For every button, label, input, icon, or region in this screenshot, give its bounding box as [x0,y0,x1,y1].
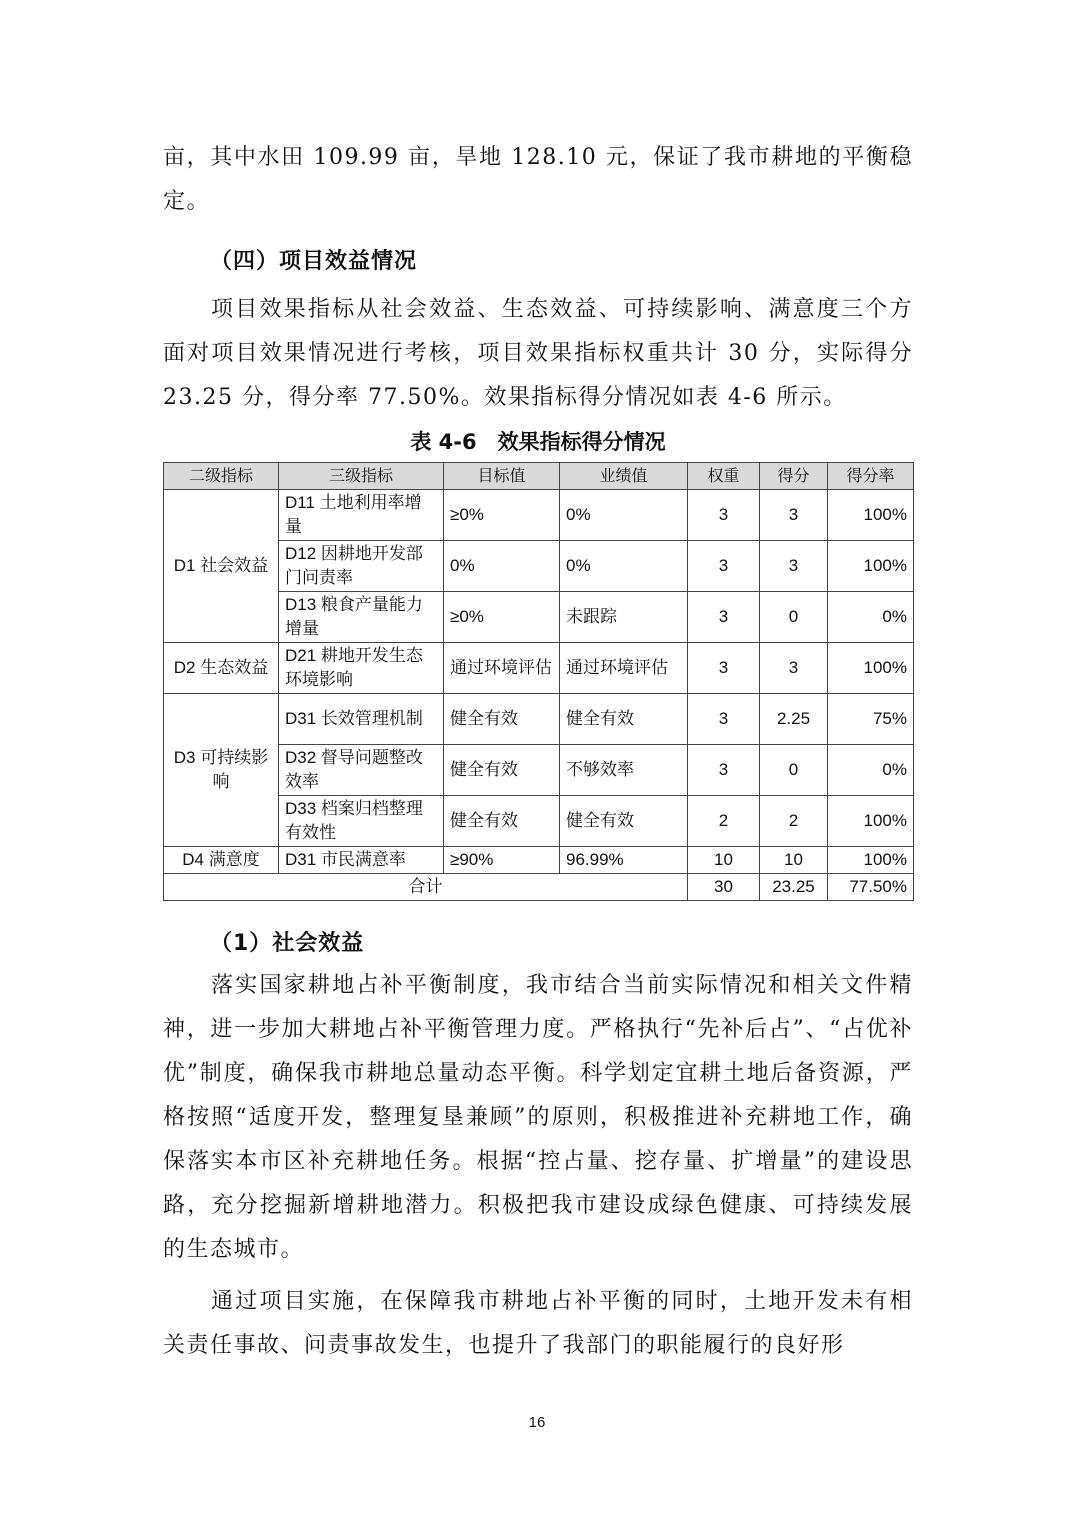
target-cell: ≥0% [444,592,560,643]
weight-cell: 3 [688,694,760,745]
weight-cell: 3 [688,490,760,541]
paragraph-intro: 项目效果指标从社会效益、生态效益、可持续影响、满意度三个方面对项目效果情况进行考核，项目效果指标权重共计 30 分，实际得分 23.25 分，得分率 77.50%。效果指标得分情况如表 4-6 所示。 [163,297,913,410]
header-level2: 二级指标 [164,463,279,490]
rate-cell: 0% [828,745,914,796]
weight-cell: 2 [688,796,760,847]
header-actual: 业绩值 [560,463,688,490]
weight-cell: 3 [688,541,760,592]
indicator-cell: D12 因耕地开发部门问责率 [279,541,444,592]
table-row [164,847,914,874]
weight-cell: 3 [688,592,760,643]
score-cell: 0 [760,592,828,643]
table-caption: 表 4-6 效果指标得分情况 [410,430,666,454]
actual-cell: 96.99% [560,847,688,874]
total-weight: 30 [688,874,760,901]
table-row [164,694,914,745]
header-weight: 权重 [688,463,760,490]
indicator-cell: D33 档案归档整理有效性 [279,796,444,847]
score-cell: 2.25 [760,694,828,745]
header-level3: 三级指标 [279,463,444,490]
rate-cell: 100% [828,847,914,874]
indicator-cell: D31 市民满意率 [279,847,444,874]
table-header-row [164,463,914,490]
actual-cell: 0% [560,490,688,541]
section-heading-project-benefits: （四）项目效益情况 [210,249,418,274]
target-cell: 健全有效 [444,745,560,796]
total-rate: 77.50% [828,874,914,901]
score-cell: 3 [760,490,828,541]
rate-cell: 0% [828,592,914,643]
actual-cell: 健全有效 [560,694,688,745]
section-heading-social-benefits: （1）社会效益 [210,931,365,956]
rate-cell: 100% [828,643,914,694]
rate-cell: 100% [828,490,914,541]
total-label: 合计 [164,874,688,901]
target-cell: 通过环境评估 [444,643,560,694]
target-cell: 健全有效 [444,694,560,745]
group-cell-d4: D4 满意度 [164,847,279,874]
header-target: 目标值 [444,463,560,490]
score-cell: 3 [760,541,828,592]
actual-cell: 健全有效 [560,796,688,847]
group-cell-d2: D2 生态效益 [164,643,279,694]
paragraph-continued: 亩，其中水田 109.99 亩，旱地 128.10 元，保证了我市耕地的平衡稳定。 [163,145,913,214]
target-cell: 健全有效 [444,796,560,847]
indicator-cell: D21 耕地开发生态环境影响 [279,643,444,694]
table-row [164,643,914,694]
table-row [164,490,914,541]
paragraph-implementation: 通过项目实施，在保障我市耕地占补平衡的同时，土地开发未有相关责任事故、问责事故发生，也提升了我部门的职能履行的良好形 [163,1289,913,1358]
actual-cell: 未跟踪 [560,592,688,643]
target-cell: ≥90% [444,847,560,874]
actual-cell: 通过环境评估 [560,643,688,694]
score-cell: 2 [760,796,828,847]
rate-cell: 75% [828,694,914,745]
weight-cell: 3 [688,643,760,694]
score-cell: 3 [760,643,828,694]
header-score: 得分 [760,463,828,490]
score-table [163,462,914,901]
weight-cell: 3 [688,745,760,796]
table-total-row [164,874,914,901]
page-number: 16 [528,1414,546,1431]
target-cell: ≥0% [444,490,560,541]
group-cell-d1: D1 社会效益 [164,490,279,643]
rate-cell: 100% [828,541,914,592]
indicator-cell: D31 长效管理机制 [279,694,444,745]
indicator-cell: D32 督导问题整改效率 [279,745,444,796]
weight-cell: 10 [688,847,760,874]
score-cell: 10 [760,847,828,874]
group-cell-d3: D3 可持续影响 [164,694,279,847]
total-score: 23.25 [760,874,828,901]
indicator-cell: D13 粮食产量能力增量 [279,592,444,643]
paragraph-social-benefits: 落实国家耕地占补平衡制度，我市结合当前实际情况和相关文件精神，进一步加大耕地占补平衡管理力度。严格执行“先补后占”、“占优补优”制度，确保我市耕地总量动态平衡。科学划定宜耕土地后备资源，严格按照“适度开发，整理复垦兼顾”的原则，积极推进补充耕地工作，确保落实本市区补充耕地任务。根据“控占量、挖存量、扩增量”的建设思路，充分挖掘新增耕地潜力。积极把我市建设成绿色健康、可持续发展的生态城市。 [163,973,913,1262]
score-cell: 0 [760,745,828,796]
actual-cell: 0% [560,541,688,592]
rate-cell: 100% [828,796,914,847]
target-cell: 0% [444,541,560,592]
header-rate: 得分率 [828,463,914,490]
indicator-cell: D11 土地利用率增量 [279,490,444,541]
actual-cell: 不够效率 [560,745,688,796]
